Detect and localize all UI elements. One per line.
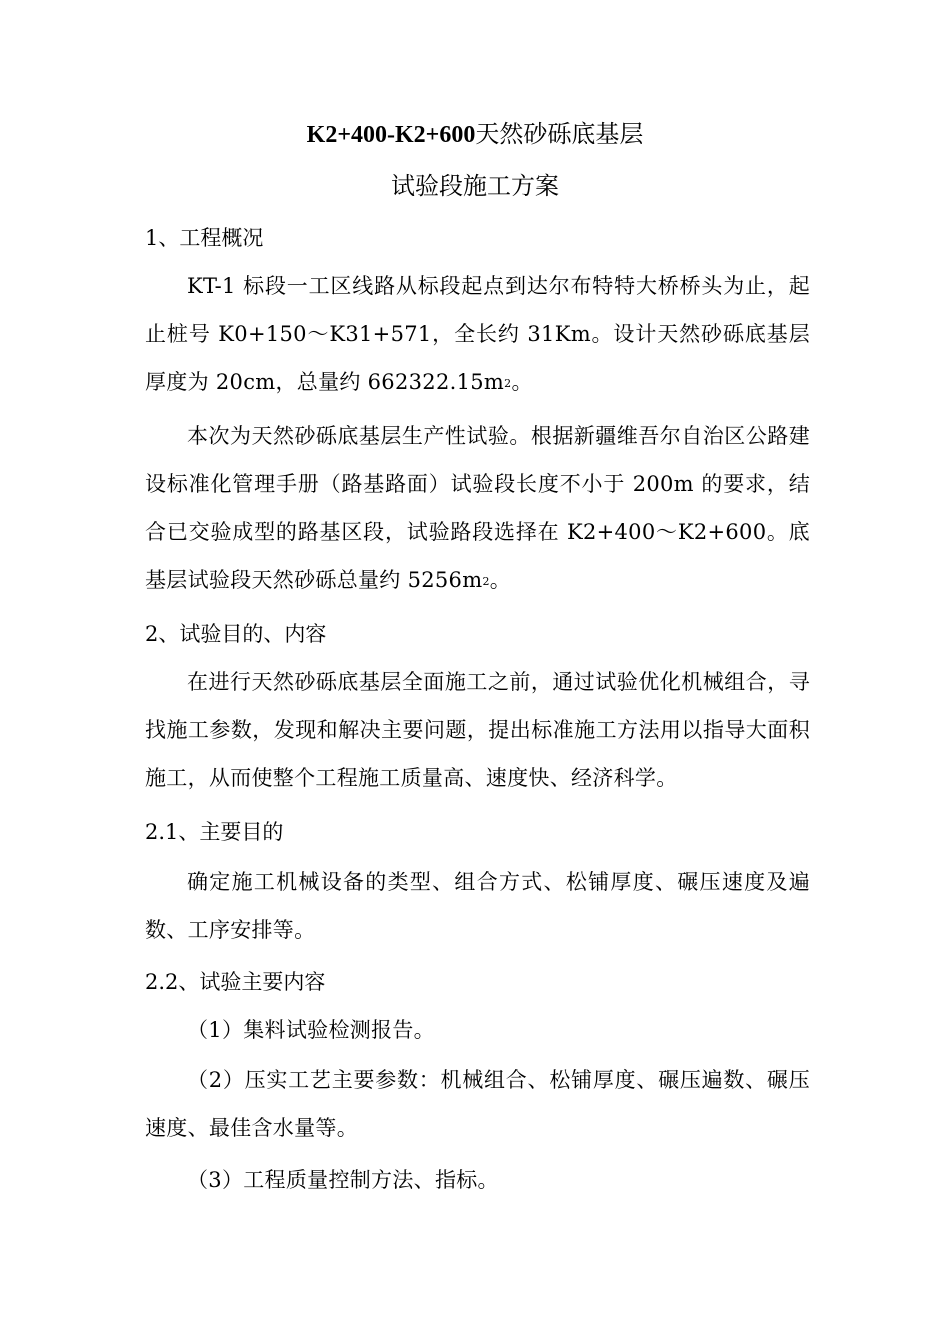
period: 。 <box>511 370 533 394</box>
section-2-heading: 2、试验目的、内容 <box>145 622 327 646</box>
title-stake-range: K2+400-K2+600 <box>306 122 476 148</box>
list-item-1: （1）集料试验检测报告。 <box>187 1018 435 1042</box>
superscript: 2 <box>482 575 490 588</box>
section-2-paragraph-1: 在进行天然砂砾底基层全面施工之前，通过试验优化机械组合，寻找施工参数，发现和解决主要问题，提出标准施工方法用以指导大面积施工，从而使整个工程施工质量高、速度快、经济科学。 <box>145 670 810 790</box>
section-1-heading: 1、工程概况 <box>145 226 264 250</box>
section-1-paragraph-1-text: KT-1 标段一工区线路从标段起点到达尔布特特大桥桥头为止，起止桩号 K0+150～K31+571，全长约 31Km。设计天然砂砾底基层厚度为 20cm，总量约 662322.15m <box>145 274 810 394</box>
section-2-2-heading: 2.2、试验主要内容 <box>145 970 326 994</box>
section-2-1-heading: 2.1、主要目的 <box>145 820 284 844</box>
section-1-paragraph-1 <box>145 262 810 408</box>
title-text: 天然砂砾底基层 <box>475 120 644 148</box>
document-title <box>0 118 950 151</box>
superscript: 2 <box>504 377 512 390</box>
document-subtitle: 试验段施工方案 <box>391 172 559 200</box>
list-item-2: （2）压实工艺主要参数：机械组合、松铺厚度、碾压遍数、碾压速度、最佳含水量等。 <box>145 1068 810 1140</box>
section-2-1-paragraph-1: 确定施工机械设备的类型、组合方式、松铺厚度、碾压速度及遍数、工序安排等。 <box>145 870 810 942</box>
section-1-paragraph-2-text: 本次为天然砂砾底基层生产性试验。根据新疆维吾尔自治区公路建设标准化管理手册（路基路面）试验段长度不小于 200m 的要求，结合已交验成型的路基区段，试验路段选择在 K2+400～K2+600。底基层试验段天然砂砾总量约 5256m <box>145 424 810 592</box>
period: 。 <box>489 568 512 592</box>
list-item-3: （3）工程质量控制方法、指标。 <box>187 1168 499 1192</box>
section-1-paragraph-2 <box>145 412 810 606</box>
